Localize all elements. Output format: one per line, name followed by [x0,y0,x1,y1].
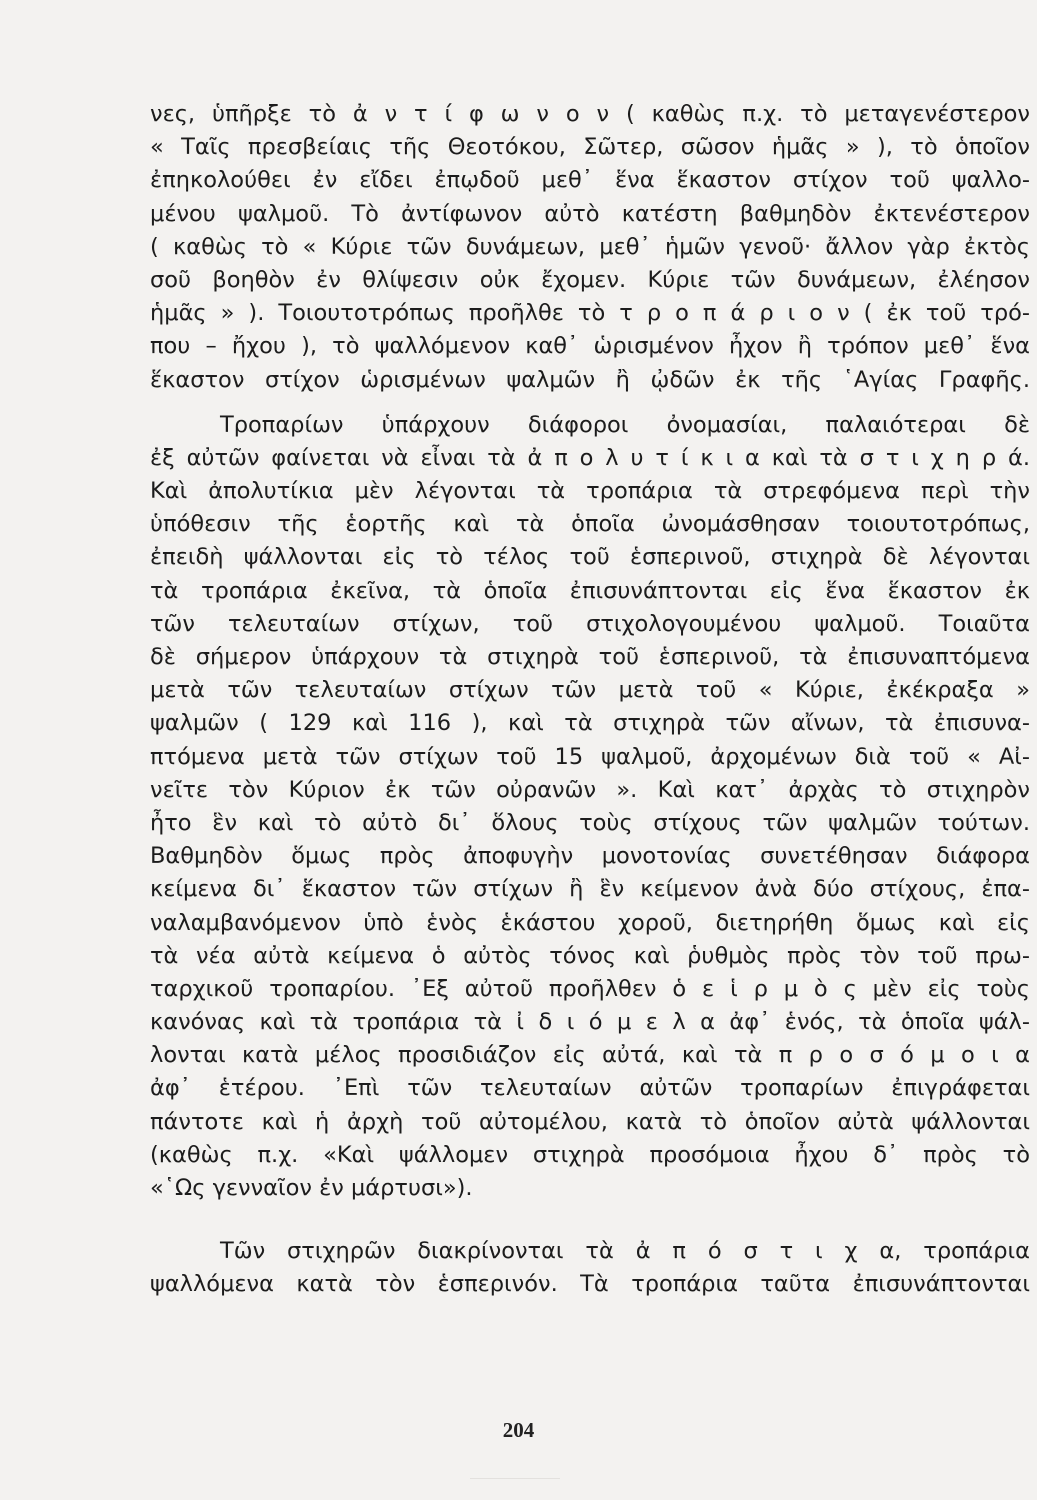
text-line: ταρχικοῦ τροπαρίου. ᾽Εξ αὐτοῦ προῆλθεν ὁ ε ἱ ρ μ ὸ ς μὲν εἰς τοὺς [150,975,1030,1002]
text-line: κείμενα δι᾽ ἕκαστον τῶν στίχων ἢ ἓν κείμενον ἀνὰ δύο στίχους, ἐπα- [150,876,1030,903]
text-line: ναλαμβανόμενον ὑπὸ ἑνὸς ἑκάστου χοροῦ, διετηρήθη ὅμως καὶ εἰς [150,909,1030,936]
text-line: ἐπηκολούθει ἐν εἴδει ἐπῳδοῦ μεθ᾽ ἕνα ἕκαστον στίχον τοῦ ψαλλο- [150,167,1030,194]
text-line: ἡμᾶς » ). Τοιουτοτρόπως προῆλθε τὸ τ ρ ο π ά ρ ι ο ν ( ἐκ τοῦ τρό- [150,300,1030,327]
page-edge-mark [470,1478,560,1489]
text-line: σοῦ βοηθὸν ἐν θλίψεσιν οὐκ ἔχομεν. Κύριε τῶν δυνάμεων, ἐλέησον [150,266,1030,293]
text-line: ἕκαστον στίχον ὡρισμένων ψαλμῶν ἢ ᾠδῶν ἐκ τῆς ῾Αγίας Γραφῆς. [150,366,1030,393]
text-line: μένου ψαλμοῦ. Τὸ ἀντίφωνον αὐτὸ κατέστη βαθμηδὸν ἐκτενέστερον [150,200,1030,227]
text-line: τὰ νέα αὐτὰ κείμενα ὁ αὐτὸς τόνος καὶ ῥυθμὸς πρὸς τὸν τοῦ πρω- [150,942,1030,969]
text-line: Καὶ ἀπολυτίκια μὲν λέγονται τὰ τροπάρια τὰ στρεφόμενα περὶ τὴν [150,478,1030,505]
text-line: πτόμενα μετὰ τῶν στίχων τοῦ 15 ψαλμοῦ, ἀρχομένων διὰ τοῦ « Αἰ- [150,743,1030,770]
text-line: ὑπόθεσιν τῆς ἑορτῆς καὶ τὰ ὁποῖα ὠνομάσθησαν τοιουτοτρόπως, [150,511,1030,538]
text-line: ψαλλόμενα κατὰ τὸν ἑσπερινόν. Τὰ τροπάρια ταῦτα ἐπισυνάπτονται [150,1271,1030,1298]
text-line: Βαθμηδὸν ὅμως πρὸς ἀποφυγὴν μονοτονίας συνετέθησαν διάφορα [150,843,1030,870]
text-line: ἀφ᾽ ἑτέρου. ᾽Επὶ τῶν τελευταίων αὐτῶν τροπαρίων ἐπιγράφεται [150,1075,1030,1102]
text-line: ἐπειδὴ ψάλλονται εἰς τὸ τέλος τοῦ ἑσπερινοῦ, στιχηρὰ δὲ λέγονται [150,544,1030,571]
text-line: ἐξ αὐτῶν φαίνεται νὰ εἶναι τὰ ἀ π ο λ υ τ ί κ ι α καὶ τὰ σ τ ι χ η ρ ά. [150,444,1030,471]
text-line: που – ἤχου ), τὸ ψαλλόμενον καθ᾽ ὡρισμένον ἦχον ἢ τρόπον μεθ᾽ ἕνα [150,333,1030,360]
text-line: ( καθὼς τὸ « Κύριε τῶν δυνάμεων, μεθ᾽ ἡμῶν γενοῦ· ἄλλον γὰρ ἐκτὸς [150,233,1030,260]
text-line: (καθὼς π.χ. «Καὶ ψάλλομεν στιχηρὰ προσόμοια ἦχου δ᾽ πρὸς τὸ [150,1141,1030,1168]
text-line: μετὰ τῶν τελευταίων στίχων τῶν μετὰ τοῦ « Κύριε, ἐκέκραξα » [150,677,1030,704]
page-number: 204 [502,1418,535,1442]
paragraph-start-line: Τροπαρίων ὑπάρχουν διάφοροι ὀνομασίαι, παλαιότεραι δὲ [220,411,1030,438]
body-text [150,98,1030,1302]
text-line: δὲ σήμερον ὑπάρχουν τὰ στιχηρὰ τοῦ ἑσπερινοῦ, τὰ ἐπισυναπτόμενα [150,644,1030,670]
text-line: πάντοτε καὶ ἡ ἀρχὴ τοῦ αὐτομέλου, κατὰ τὸ ὁποῖον αὐτὰ ψάλλονται [150,1108,1030,1135]
text-line: ψαλμῶν ( 129 καὶ 116 ), καὶ τὰ στιχηρὰ τῶν αἴνων, τὰ ἐπισυνα- [150,710,1030,737]
text-line: τῶν τελευταίων στίχων, τοῦ στιχολογουμένου ψαλμοῦ. Τοιαῦτα [150,610,1030,637]
paragraph-start-line: Τῶν στιχηρῶν διακρίνονται τὰ ἀ π ό σ τ ι χ α, τροπάρια [220,1238,1030,1265]
text-line: « Ταῖς πρεσβείαις τῆς Θεοτόκου, Σῶτερ, σῶσον ἡμᾶς » ), τὸ ὁποῖον [150,134,1030,161]
text-line: ἦτο ἓν καὶ τὸ αὐτὸ δι᾽ ὅλους τοὺς στίχους τῶν ψαλμῶν τούτων. [150,809,1030,836]
paragraph-end-line: «῾Ως γενναῖον ἐν μάρτυσι»). [150,1175,473,1201]
text-line: λονται κατὰ μέλος προσιδιάζον εἰς αὐτά, καὶ τὰ π ρ ο σ ό μ ο ι α [150,1042,1030,1069]
text-line: νες, ὑπῆρξε τὸ ἀ ν τ ί φ ω ν ο ν ( καθὼς π.χ. τὸ μεταγενέστερον [150,101,1030,127]
text-line: νεῖτε τὸν Κύριον ἐκ τῶν οὐρανῶν ». Καὶ κατ᾽ ἀρχὰς τὸ στιχηρὸν [150,776,1030,803]
text-line: τὰ τροπάρια ἐκεῖνα, τὰ ὁποῖα ἐπισυνάπτονται εἰς ἕνα ἕκαστον ἐκ [150,577,1030,604]
text-line: κανόνας καὶ τὰ τροπάρια τὰ ἰ δ ι ό μ ε λ α ἀφ᾽ ἑνός, τὰ ὁποῖα ψάλ- [150,1009,1030,1036]
